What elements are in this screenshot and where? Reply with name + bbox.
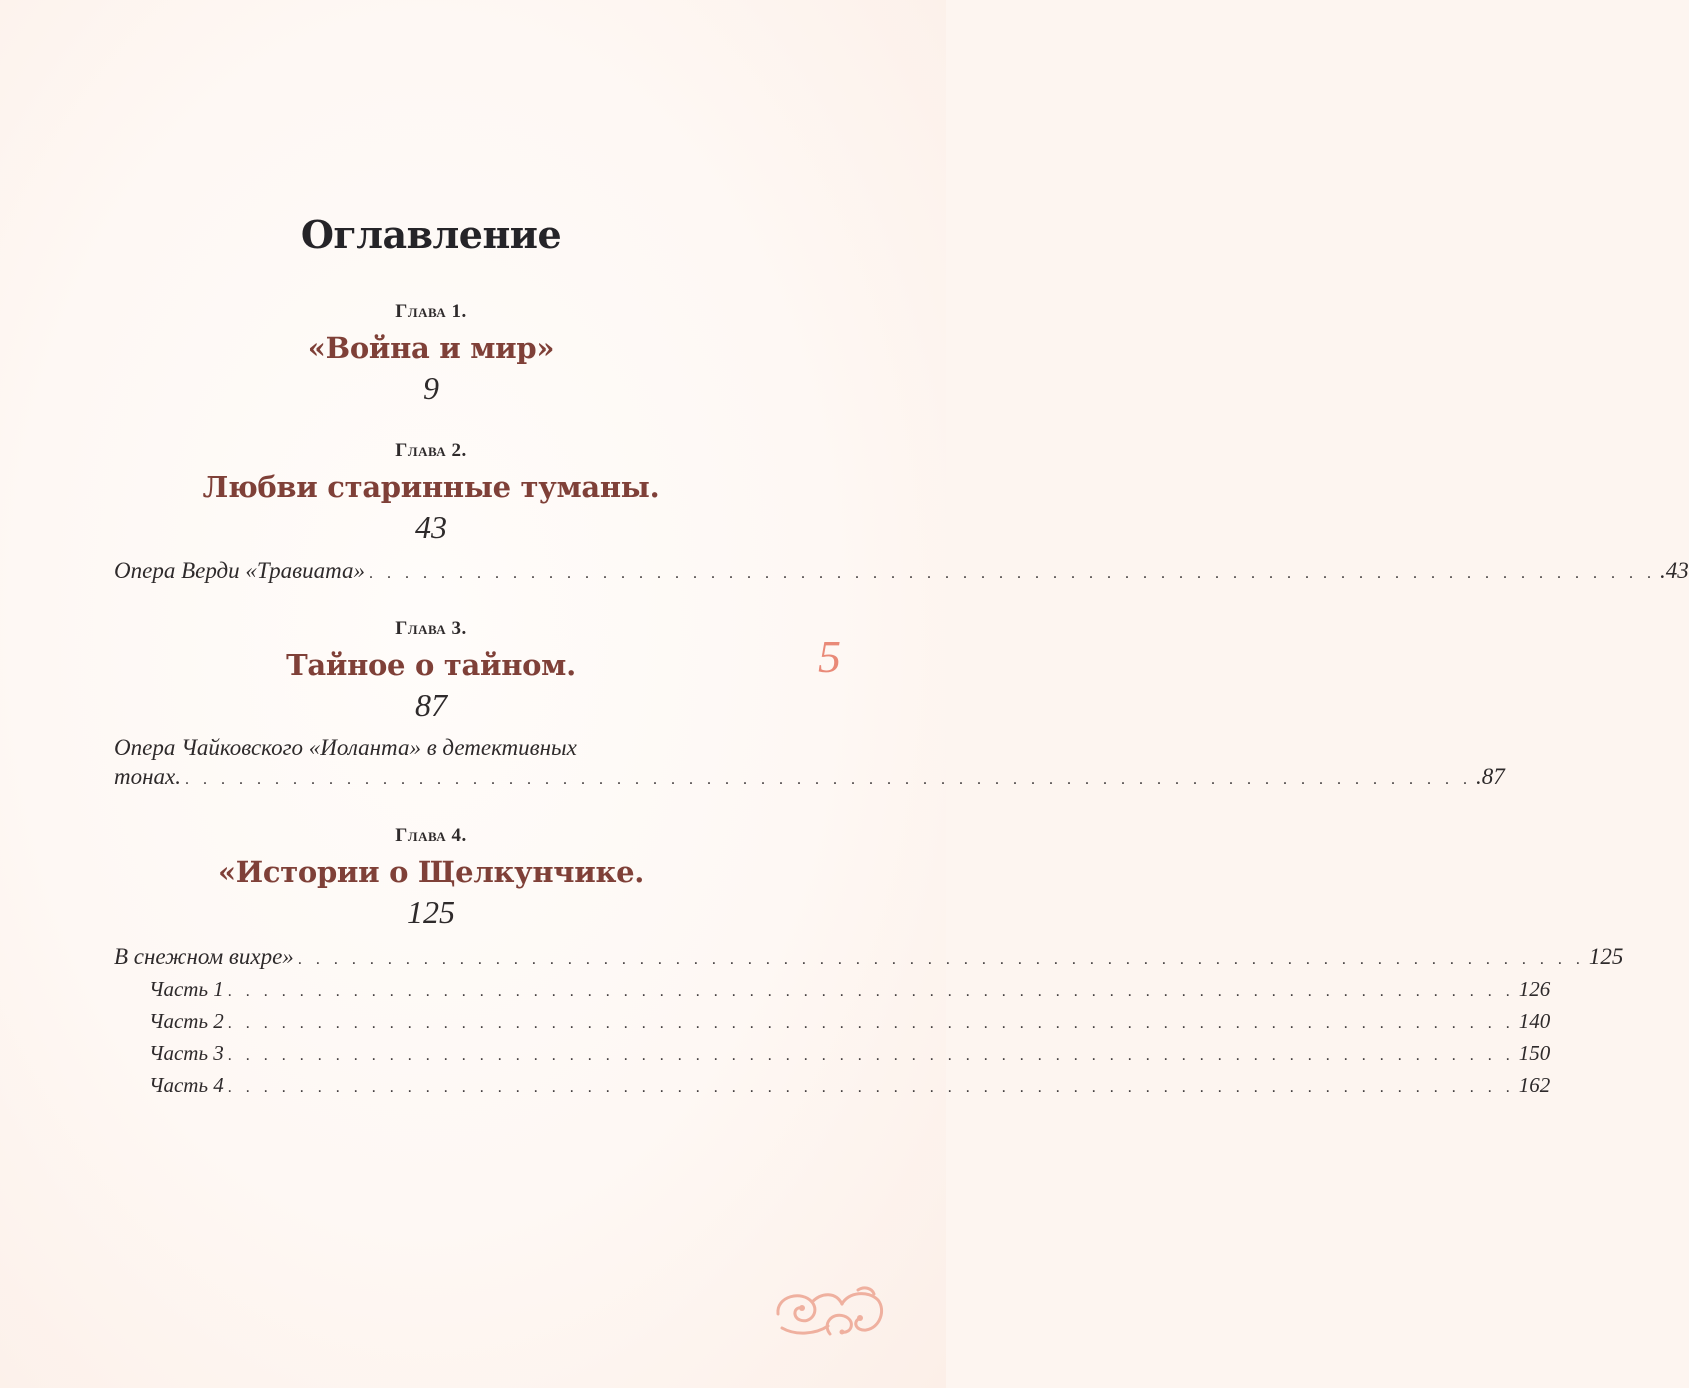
chapter-3 bbox=[0, 614, 862, 724]
toc-entry bbox=[114, 558, 1689, 584]
page-title: Оглавление bbox=[300, 212, 562, 257]
dot-leader: . . . . . . . . . . . . . . . . . . . . . . . . . . . . . . . . . . . . . . . . . . . . . . . . . . . . . . . . . . . . . . . . . . . . . . . . bbox=[227, 1047, 1515, 1064]
chapter-label: Глава 1. bbox=[395, 301, 467, 322]
page-number: 5 bbox=[818, 631, 841, 682]
dot-leader: . . . . . . . . . . . . . . . . . . . . . . . . . . . . . . . . . . . . . . . . . . . . . . . . . . . . . . . . . . . . . . . . . . . . . . . . bbox=[227, 1015, 1515, 1032]
chapter-page-number: 125 bbox=[407, 894, 455, 930]
dot-leader: . . . . . . . . . . . . . . . . . . . . . . . . . . . . . . . . . . . . . . . . . . . . . . . . . . . . . . . . . . . . . . . . . . . . . . . . bbox=[227, 983, 1515, 1000]
toc-entry-title: Опера Верди «Травиата» bbox=[114, 558, 366, 583]
toc-entry-title-line2: тонах. bbox=[114, 764, 181, 789]
toc-sub-entry bbox=[149, 1041, 1551, 1066]
chapter-page-number: 87 bbox=[415, 687, 447, 723]
chapter-4 bbox=[0, 821, 862, 931]
toc-sub-entry-title: Часть 1 bbox=[149, 977, 224, 1001]
chapter-name: «Истории о Щелкунчике. bbox=[217, 855, 645, 889]
chapter-1 bbox=[0, 297, 862, 407]
toc-entry bbox=[114, 944, 1624, 970]
chapter-2 bbox=[0, 436, 862, 546]
toc-sub-entry-page: 150 bbox=[1518, 1041, 1551, 1065]
toc-sub-entry-page: 126 bbox=[1518, 977, 1551, 1001]
chapter-page-number: 43 bbox=[415, 509, 447, 545]
toc-sub-entry bbox=[149, 1073, 1551, 1098]
dot-leader: . . . . . . . . . . . . . . . . . . . . . . . . . . . . . . . . . . . . . . . . . . . . . . . . . . . . . . . . . . . . . . . . . . . . . . . . bbox=[227, 1079, 1515, 1096]
dot-leader: . . . . . . . . . . . . . . . . . . . . . . . . . . . . . . . . . . . . . . . . . . . . . . . . . . . . . . . . . . . . . . . . . . . . . . . . bbox=[369, 565, 1657, 582]
toc-sub-entry bbox=[149, 1009, 1551, 1034]
toc-sub-entry-title: Часть 3 bbox=[149, 1041, 224, 1065]
chapter-label: Глава 3. bbox=[395, 618, 467, 639]
toc-entry-title-line1: Опера Чайковского «Иоланта» в детективных bbox=[114, 735, 577, 760]
toc-sub-entry-page: 140 bbox=[1518, 1009, 1551, 1033]
chapter-page-number: 9 bbox=[423, 370, 439, 406]
toc-sub-entry-title: Часть 2 bbox=[149, 1009, 224, 1033]
toc-entry bbox=[114, 764, 1505, 790]
chapter-name: Тайное о тайном. bbox=[286, 648, 576, 682]
toc-sub-entry-page: 162 bbox=[1518, 1073, 1551, 1097]
chapter-label: Глава 4. bbox=[395, 825, 467, 846]
toc-entry-page: .87 bbox=[1475, 764, 1505, 789]
flourish-ornament-icon bbox=[772, 1284, 888, 1340]
dot-leader: . . . . . . . . . . . . . . . . . . . . . . . . . . . . . . . . . . . . . . . . . . . . . . . . . . . . . . . . . . . . . . . . . . . . . . . . bbox=[184, 771, 1472, 788]
chapter-name: «Война и мир» bbox=[307, 331, 555, 365]
chapter-label: Глава 2. bbox=[395, 440, 467, 461]
chapter-name: Любви старинные туманы. bbox=[202, 470, 660, 504]
toc-entry-title: В снежном вихре» bbox=[114, 944, 294, 969]
toc-entry-page: .43 bbox=[1660, 558, 1689, 583]
toc-sub-entry-title: Часть 4 bbox=[149, 1073, 224, 1097]
dot-leader: . . . . . . . . . . . . . . . . . . . . . . . . . . . . . . . . . . . . . . . . . . . . . . . . . . . . . . . . . . . . . . . . . . . . . . . . bbox=[297, 951, 1585, 968]
toc-entry-page: 125 bbox=[1588, 944, 1624, 969]
toc-sub-entry bbox=[149, 977, 1551, 1002]
